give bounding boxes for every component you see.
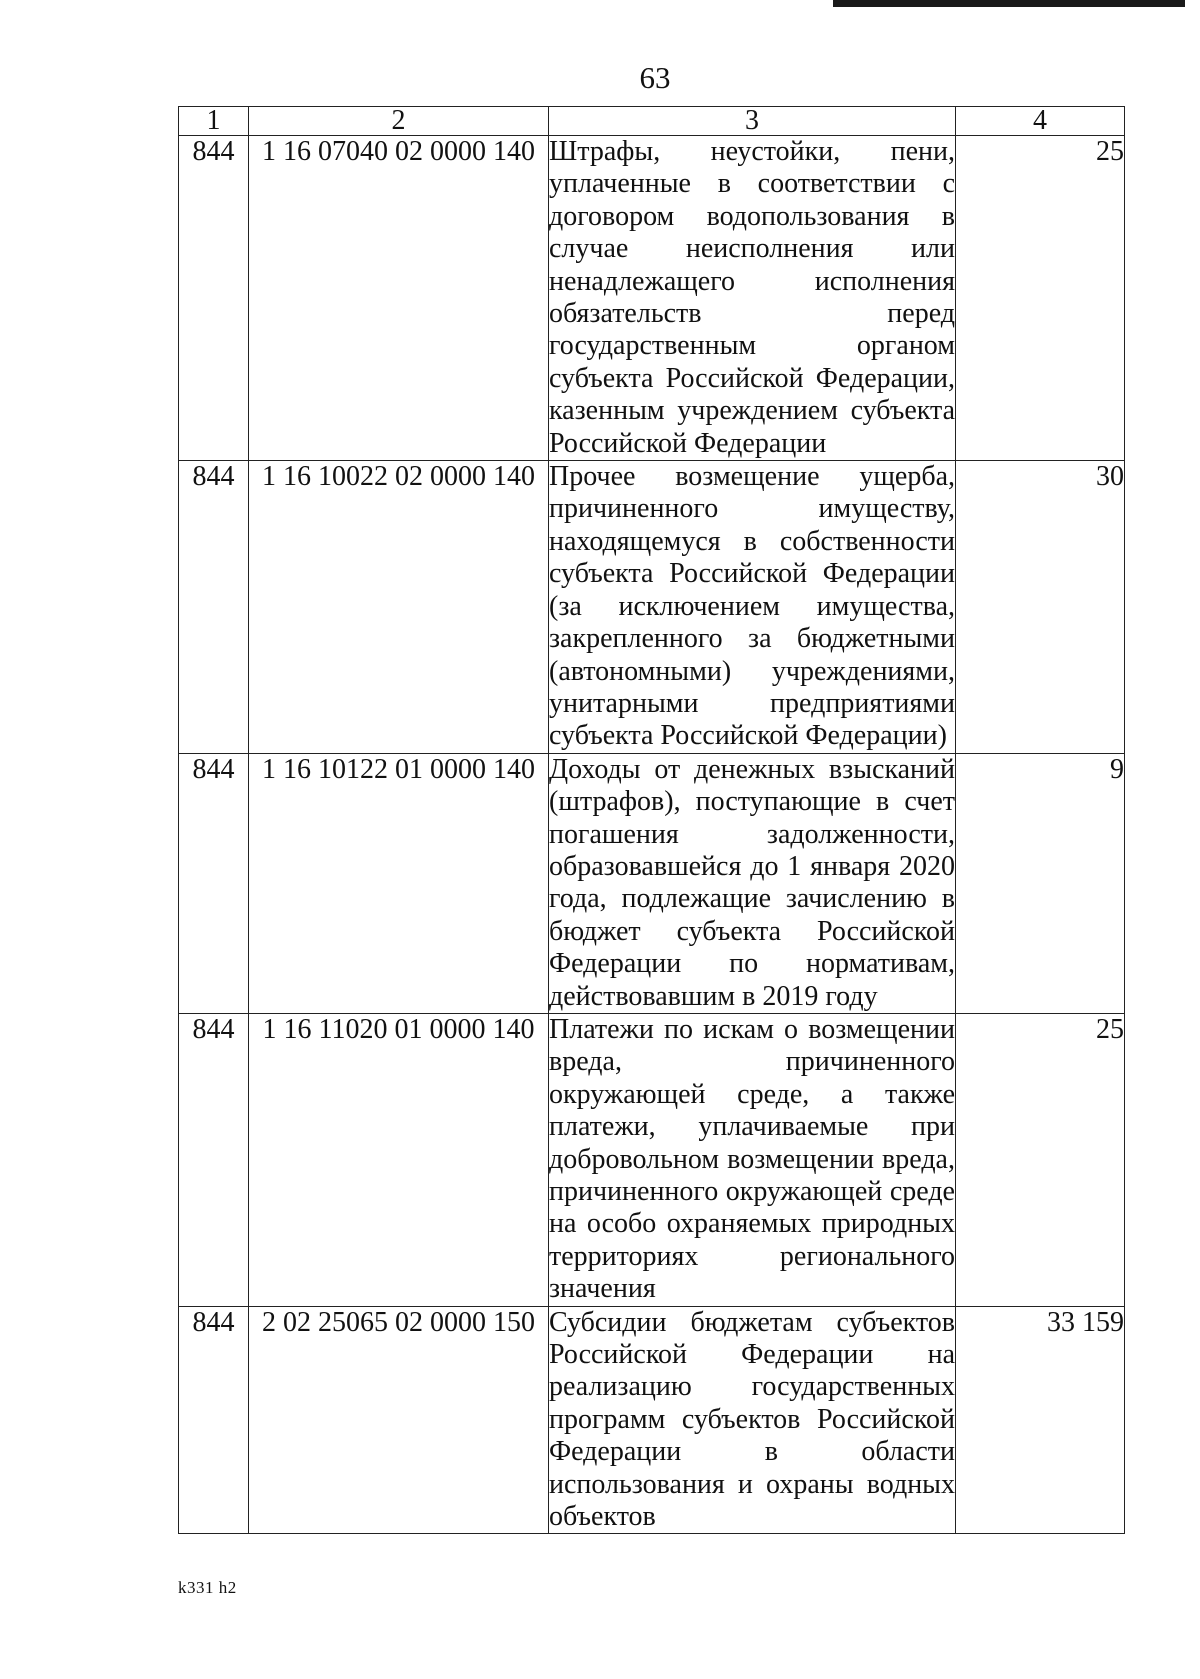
header-col-4: 4 — [956, 107, 1125, 136]
table-header-row — [179, 107, 1125, 136]
description-cell: Доходы от денежных взысканий (штрафов), поступающие в счет погашения задолженности, образовавшейся до 1 января 2020 года, подлежащие зачислению в бюджет субъекта Российской Федерации по нормативам, действовавшим в 2019 году — [549, 753, 955, 1012]
budget-code-cell: 1 16 10122 01 0000 140 — [249, 753, 549, 1013]
budget-code-cell: 1 16 11020 01 0000 140 — [249, 1013, 549, 1306]
top-rule — [833, 0, 1185, 7]
amount-cell: 25 — [956, 136, 1125, 461]
admin-code-cell: 844 — [179, 136, 249, 461]
budget-code-cell: 1 16 10022 02 0000 140 — [249, 461, 549, 754]
table-row — [179, 753, 1125, 1013]
description-cell: Субсидии бюджетам субъектов Российской Федерации на реализацию государственных программ субъектов Российской Федерации в области использования и охраны водных объектов — [549, 1306, 955, 1533]
amount-cell: 9 — [956, 753, 1125, 1013]
table-row — [179, 461, 1125, 754]
admin-code-cell: 844 — [179, 753, 249, 1013]
budget-table — [178, 106, 1125, 1534]
header-col-1: 1 — [179, 107, 249, 136]
page-number: 63 — [639, 60, 671, 95]
description-cell: Штрафы, неустойки, пени, уплаченные в соответствии с договором водопользования в случае неисполнения или ненадлежащего исполнения обязательств перед государственным органом субъекта Российской Федерации, казенным учреждением субъекта Российской Федерации — [549, 136, 955, 459]
header-col-2: 2 — [249, 107, 549, 136]
table-row — [179, 136, 1125, 461]
admin-code-cell: 844 — [179, 461, 249, 754]
table-row — [179, 1306, 1125, 1534]
budget-code-cell: 2 02 25065 02 0000 150 — [249, 1306, 549, 1534]
budget-code-cell: 1 16 07040 02 0000 140 — [249, 136, 549, 461]
amount-cell: 30 — [956, 461, 1125, 754]
header-col-3: 3 — [549, 107, 956, 136]
admin-code-cell: 844 — [179, 1013, 249, 1306]
amount-cell: 33 159 — [956, 1306, 1125, 1534]
admin-code-cell: 844 — [179, 1306, 249, 1534]
amount-cell: 25 — [956, 1013, 1125, 1306]
table-row — [179, 1013, 1125, 1306]
description-cell: Прочее возмещение ущерба, причиненного имуществу, находящемуся в собственности субъекта Российской Федерации (за исключением имущества, закрепленного за бюджетными (автономными) учреждениями, унитарными предприятиями субъекта Российской Федерации) — [549, 461, 955, 752]
footer-doc-code: k331 h2 — [178, 1578, 237, 1597]
description-cell: Платежи по искам о возмещении вреда, причиненного окружающей среде, а также платежи, уплачиваемые при добровольном возмещении вреда, причиненного окружающей среде на особо охраняемых природных территориях регионального значения — [549, 1013, 955, 1305]
